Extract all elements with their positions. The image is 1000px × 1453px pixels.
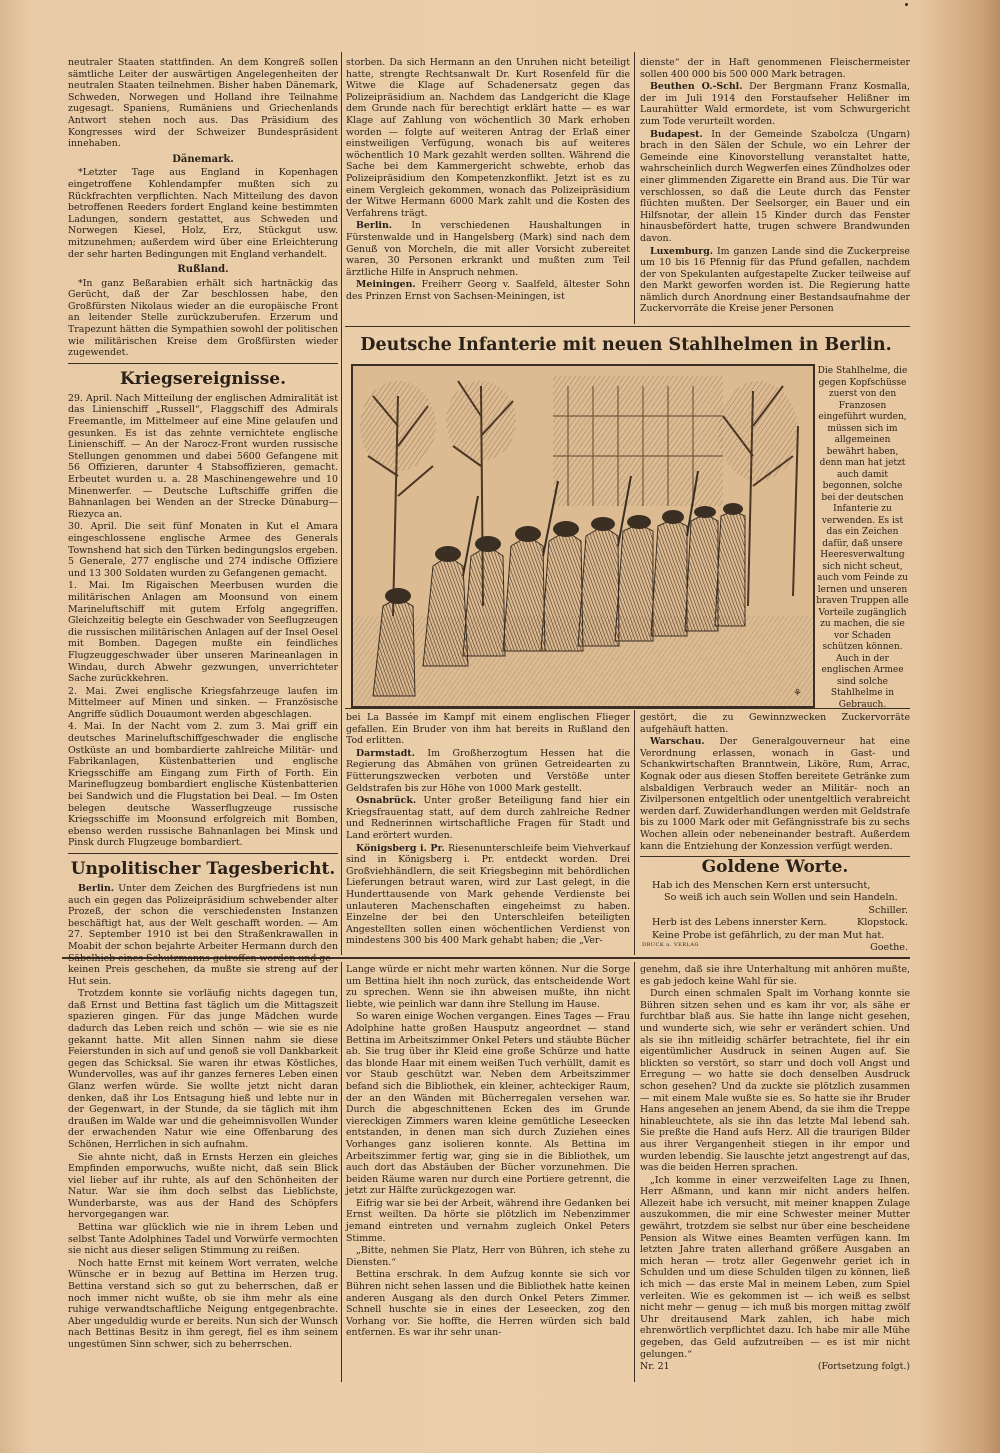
motto-line-1: Hab ich des Menschen Kern erst untersucht,: [652, 880, 871, 891]
motto-line-4: Keine Probe ist gefährlich, zu der man Mut hat.: [652, 929, 885, 941]
motto-author-klopstock: Klopstock.: [857, 917, 908, 929]
column-3-lower: [640, 712, 910, 862]
beuthen-paragraph: Der Bergmann Franz Kosmalla, der im Juli 1914 den Forstaufseher Helißner im Laurahütter Wald ermordete, ist vom Schwurgericht zum Tode verurteilt worden.: [640, 81, 910, 127]
story-column-3: [640, 964, 910, 1384]
story-c3-p3: „Ich komme in einer verzweifelten Lage zu Ihnen, Herr Aßmann, und kann mir nicht anders helfen. Allezeit habe ich versucht, mit meiner knappen Zulage auszukommen, die mir eine Schwester meiner Mutter gewährt, trotzdem sie selbst nur über eine bescheidene Pension als Witwe eines Beamten verfügen kann. Im letzten Jahre traten allerhand größere Ausgaben an mich heran — trotz aller Gegenwehr geriet ich in Schulden und um diese Schulden tilgen zu können, ließ ich mich — das erste Mal in meinem Leben, zum Spiel verleiten. Wie es gekommen ist — ich weiß es selbst nicht mehr — genug — ich muß bis morgen mittag zwölf Uhr dreitausend Mark zahlen, ich habe mich ehrenwörtlich verpflichtet dazu. Ich habe mir alle Mühe gegeben, das Geld aufzutreiben — es ist mir nicht gelungen.“: [640, 1174, 910, 1360]
congress-paragraph: neutraler Staaten stattfinden. An dem Kongreß sollen sämtliche Leiter der auswärtigen Angelegenheiten der neutralen Staaten teilnehmen. Bisher haben Dänemark, Schweden, Norwegen und Holland ihre Teilnahme zugesagt. Spaniens, Rumäniens und Griechenlands Antwort stehen noch aus. Das Präsidium des Kongresses wird der Schweizer Bundespräsident innehaben.: [68, 57, 338, 150]
luxemburg-paragraph: Im ganzen Lande sind die Zuckerpreise um 10 bis 16 Pfennig für das Pfund gefallen, nachdem der von Spekulanten aufgestapelte Zucker teilweise auf den Markt geworfen worden ist. Die Regierung hatte nämlich durch Anordnung einer Bestandsaufnahme der Zuckervorräte die Kreise jener Personen: [640, 245, 910, 315]
column-rule-2a: [634, 52, 635, 324]
krieg-2-mai: 2. Mai. Zwei englische Kriegsfahrzeuge laufen im Mittelmeer auf Minen und sinken. — Französische Angriffe südlich Douaumont werden abgeschlagen.: [68, 685, 338, 720]
motto-line-2: So weiß ich auch sein Wollen und sein Handeln.: [664, 892, 898, 904]
page-edge: [980, 0, 1000, 1453]
motto-author-schiller: Schiller.: [868, 904, 908, 916]
column-2-lower: [346, 712, 630, 956]
story-c3-p2: Durch einen schmalen Spalt im Vorhang konnte sie Bühren sitzen sehen und es kam ihr vor, als sähe er furchtbar blaß aus. Sie hatte ihn lange nicht gesehen, und wunderte sich, wie sehr er verändert schien. Und als sie ihn mitleidig schärfer betrachtete, fiel ihr ein eigentümlicher Ausdruck in seinen Augen auf. Sie blickten so verstört, so starr und doch voll Angst und Erregung — wo hatte sie doch denselben Ausdruck schon gesehen? Und da zuckte sie plötzlich zusammen — mit einem Male wußte sie es. So hatte sie ihr Bruder Hans angesehen an jenem Abend, da sie ihm die Treppe hinableuchtete, als sie ihn das letzte Mal lebend sah. Sie preßte die Hand aufs Herz. All die traurigen Bilder aus ihrer Vergangenheit stiegen in ihr empor und wurden lebendig. Sie lauschte jetzt angestrengt auf das, was die beiden Herren sprachen.: [640, 988, 910, 1174]
story-c1-p2: Trotzdem konnte sie vorläufig nichts dagegen tun, daß Ernst und Bettina fast täglich um die Mittagszeit spazieren gingen. Für das junge Mädchen wurde dadurch das Leben reich und schön — wie sie es nie gekannt hatte. Mit allen Sinnen nahm sie diese Feierstunden in sich auf und genoß sie voll Dankbarkeit gegen das Schicksal. Sie waren ihr etwas Köstliches, Wundervolles, was auf ihr ganzes ferneres Leben einen Glanz werfen würde. Sie wollte jetzt nicht daran denken, daß ihr Los Entsagung hieß und lebte nur in der Gegenwart, in der Stunde, da sie täglich mit ihm draußen im Walde war und die geheimnisvollen Wunder der erwachenden Natur wie eine Offenbarung des Schönen, Herrlichen in sich aufnahm.: [68, 988, 338, 1150]
rule-before-krieg: [68, 363, 338, 364]
heading-kriegsereignisse: Kriegsereignisse.: [119, 368, 287, 389]
place-beuthen: Beuthen O.-Schl.: [650, 81, 743, 93]
feature-headline: Deutsche Infanterie mit neuen Stahlhelmen in Berlin.: [360, 335, 892, 355]
krieg-4-mai: 4. Mai. In der Nacht vom 2. zum 3. Mai griff ein deutsches Marineluftschiffgeschwader die englische Ostküste an und bombardierte zahlreiche Militär- und Fabrikanlagen, Küstenbatterien und englische Kriegsschiffe am Eingang zum Firth of Forth. Ein Marineflugzeug bombardiert englische Küstenbatterien bei Sandwich und die Flugstation bei Deal. — Im Osten belegen deutsche Wasserflugzeuge russische Kriegsschiffe im Moonsund erfolgreich mit Bomben, ebenso werden russische Bahnanlagen bei Minsk und Pinsk durch Flugzeuge bombardiert.: [68, 721, 338, 849]
story-c2-p4: „Bitte, nehmen Sie Platz, Herr von Bühren, ich stehe zu Diensten.“: [346, 1245, 630, 1268]
place-berlin-2: Berlin.: [356, 220, 393, 232]
morcheln-paragraph: In verschiedenen Haushaltungen in Fürstenwalde und in Hangelsberg (Mark) sind nach dem Genuß von Morcheln, die mit aller Vorsicht zubereitet waren, 30 Personen erkrankt und mußten zum Teil ärztliche Hilfe in Anspruch nehmen.: [346, 220, 630, 278]
budapest-paragraph: In der Gemeinde Szabolcza (Ungarn) brach in den Sälen der Schule, wo ein Lehrer der Gemeinde eine Kinovorstellung veranstaltet hatte, wahrscheinlich durch Wegwerfen eines Zündholzes oder einer glimmenden Zigarette ein Brand aus. Die Tür war verschlossen, so daß die Leute durch das Fenster flüchten mußten. Der Seelsorger, ein Bauer und ein Hilfsnotar, der allein 15 Kinder durch das Fenster hinausbefördert hatte, trugen schwere Brandwunden davon.: [640, 128, 910, 244]
motto-row-goethe: [642, 942, 908, 954]
motto-row-klopstock: [642, 917, 908, 929]
place-darmstadt: Darmstadt.: [356, 747, 415, 759]
place-meiningen: Meiningen.: [356, 279, 416, 291]
illustration-caption: Die Stahlhelme, die gegen Kopfschüsse zuerst von den Franzosen eingeführt wurden, müssen sich im allgemeinen bewährt haben, denn man hat jetzt auch damit begonnen, solche bei der deutschen Infanterie zu verwenden. Es ist das ein Zeichen dafür, daß unsere Heeresverwaltung sich nicht scheut, auch vom Feinde zu lernen und unseren braven Truppen alle Vorteile zugänglich zu machen, die sie vor Schaden schützen können. Auch in der englischen Armee sind solche Stahlhelme in Gebrauch.: [816, 366, 909, 710]
motto-line-3: Herb ist des Lebens innerster Kern.: [652, 917, 827, 929]
story-column-2: [346, 964, 630, 1384]
column-1: [68, 57, 338, 964]
column-3-top: [640, 57, 910, 323]
krieg-1-mai: 1. Mai. Im Rigaischen Meerbusen wurden die militärischen Anlagen am Moonsund von einem Marineluftschiff mit gutem Erfolg angegriffen. Gleichzeitig belegte ein Geschwader von Seeflugzeugen die russischen militärischen Anlagen auf der Insel Oesel mit Bomben. Dagegen mußte ein feindliches Flugzeuggeschwader über unseren Marineanlagen in Windau, durch Abwehr gezwungen, unverrichteter Sache zurückkehren.: [68, 580, 338, 685]
svg-text:⚘: ⚘: [793, 688, 802, 699]
meiningen-paragraph: Freiherr Georg v. Saalfeld, ältester Sohn des Prinzen Ernst von Sachsen-Meiningen, ist: [346, 279, 631, 302]
story-c3-p1: genehm, daß sie ihre Unterhaltung mit anhören mußte, es gab jedoch keine Wahl für sie.: [640, 964, 910, 987]
hermann-paragraph: storben. Da sich Hermann an den Unruhen nicht beteiligt hatte, strengte Rechtsanwalt Dr. Kurt Rosenfeld für die Witwe die Klage auf Schadenersatz gegen das Polizeipräsidium an. Nachdem das Landgericht die Klage dem Grunde nach für berechtigt erklärt hatte — es war Klage auf Zahlung von wöchentlich 30 Mark erhoben worden — folgte auf weiteren Antrag der Erlaß einer einstweiligen Verfügung, wonach bis auf weiteres wöchentlich 10 Mark gezahlt werden sollten. Während die Sache bei dem Kammergericht schwebte, erhob das Polizeipräsidium den Kompetenzkonflikt. Jetzt ist es zu einem Vergleich gekommen, wonach das Polizeipräsidium der Witwe Hermann 6000 Mark zahlt und die Kosten des Verfahrens trägt.: [346, 57, 630, 219]
story-c1-p1: keinen Preis geschehen, da mußte sie streng auf der Hut sein.: [68, 964, 338, 987]
fleischer-paragraph: dienste“ der in Haft genommenen Fleischermeister sollen 400 000 bis 500 000 Mark betragen.: [640, 57, 910, 80]
russland-paragraph: *In ganz Beßarabien erhält sich hartnäckig das Gerücht, daß der Zar beschlossen habe, den Großfürsten Nikolaus wieder an die europäische Front an leitender Stelle zurückzuberufen. Erzerum und Trapezunt hätten die Sympathien sowohl der politischen wie militärischen Kreise dem Großfürsten wieder zugewendet.: [68, 277, 338, 359]
place-osnabrueck: Osnabrück.: [356, 795, 417, 807]
story-c2-p3: Eifrig war sie bei der Arbeit, während ihre Gedanken bei Ernst weilten. Da hörte sie plötzlich im Nebenzimmer jemand eintreten und vernahm zugleich Onkel Peters Stimme.: [346, 1197, 630, 1244]
continuation-note: (Fortsetzung folgt.): [817, 1361, 910, 1373]
column-2-top: [346, 57, 630, 323]
heading-goldene-worte: Goldene Worte.: [701, 857, 849, 877]
place-budapest: Budapest.: [650, 128, 703, 140]
heading-daenemark: Dänemark.: [172, 153, 234, 165]
heading-unpolitischer-tagesbericht: Unpolitischer Tagesbericht.: [70, 859, 336, 879]
place-luxemburg: Luxemburg.: [650, 245, 714, 257]
infantry-drawing: [353, 366, 813, 706]
koenigsberg-paragraph: Riesenunterschleife beim Viehverkauf sind in Königsberg i. Pr. entdeckt worden. Drei Großviehhändlern, die seit Kriegsbeginn mit behördlichen Lieferungen betraut waren, wird zur Last gelegt, in die Hunderttausende von Mark gehende Verdienste bei unlauteren Machenschaften eingeheimst zu haben. Einzelne der bei den Unterschleifen beteiligten Angestellten sollen einen wöchentlichen Verdienst von mindestens 300 bis 400 Mark gehabt haben; die „Ver-: [346, 842, 630, 947]
goldene-worte-box: [642, 880, 908, 954]
zucker-paragraph: gestört, die zu Gewinnzwecken Zuckervorräte aufgehäuft hatten.: [640, 712, 910, 735]
story-c1-p4: Bettina war glücklich wie nie in ihrem Leben und selbst Tante Adolphines Tadel und Vorwürfe vermochten sie nicht aus dieser seligen Stimmung zu reißen.: [68, 1222, 338, 1257]
labassee-paragraph: bei La Bassée im Kampf mit einem englischen Flieger gefallen. Ein Bruder von ihm hat bereits in Rußland den Tod erlitten.: [346, 712, 630, 747]
issue-number: Nr. 21: [640, 1361, 670, 1373]
place-warschau: Warschau.: [650, 736, 705, 748]
osnabrueck-paragraph: Unter großer Beteiligung fand hier ein Kriegsfrauentag statt, auf dem durch zahlreiche Redner und Rednerinnen wirtschaftliche Fragen für Stadt und Land erörtert wurden.: [346, 795, 630, 841]
story-column-1: [68, 964, 338, 1384]
story-c1-p5: Noch hatte Ernst mit keinem Wort verraten, welche Wünsche er in bezug auf Bettina im Herzen trug. Bettina verstand sich so gut zu beherrschen, daß er noch immer nicht wußte, ob sie ihm mehr als eine ruhige verwandtschaftliche Neigung entgegenbrachte. Aber ungeduldig wurde er bereits. Nun sich der Wunsch nach Bettinas Besitz in ihm geregt, fiel es ihm seinem ungestümen Sinn schwer, sich zu beherrschen.: [68, 1257, 338, 1350]
warschau-paragraph: Der Generalgouverneur hat eine Verordnung erlassen, wonach in Gast- und Schankwirtschaften Branntwein, Liköre, Rum, Arrac, Kognak oder aus diesen Stoffen bereitete Getränke zum alsbaldigen Verbrauch weder an Militär- noch an Zivilpersonen entgeltlich oder unentgeltlich verabreicht werden darf. Zuwiderhandlungen werden mit Geldstrafe bis zu 1000 Mark oder mit Gefängnisstrafe bis zu sechs Wochen allein oder nebeneinander bestraft. Außerdem kann die Entziehung der Konzession verfügt werden.: [640, 736, 910, 852]
print-speck: [905, 3, 908, 6]
printer-credit: DRUCK u. VERLAG: [642, 942, 699, 949]
motto-author-goethe: Goethe.: [870, 942, 908, 954]
berlin-paragraph: Unter dem Zeichen des Burgfriedens ist nun auch ein gegen das Polizeipräsidium schwebender alter Prozeß, der schon die verschiedensten Instanzen beschäftigt hat, aus der Welt geschafft worden. — Am 27. September 1910 ist bei den Straßenkrawallen in Moabit der schon bejahrte Arbeiter Hermann durch den Säbelhieb eines Schutzmanns getroffen worden und ge-: [68, 883, 338, 964]
place-berlin: Berlin.: [78, 883, 115, 894]
place-koenigsberg: Königsberg i. Pr.: [356, 842, 445, 854]
krieg-30-april: 30. April. Die seit fünf Monaten in Kut el Amara eingeschlossene englische Armee des Generals Townshend hat sich den Türken bedingungslos ergeben. 5 Generale, 277 englische und 274 indische Offiziere und 13 300 Soldaten wurden zu Gefangenen gemacht.: [68, 521, 338, 579]
story-c2-p1: Lange würde er nicht mehr warten können. Nur die Sorge um Bettina hielt ihn noch zurück, das entscheidende Wort zu sprechen. Wenn sie ihn abweisen mußte, ihn nicht liebte, wie peinlich war dann ihre Stellung im Hause.: [346, 964, 630, 1010]
story-rule-1: [341, 962, 342, 1382]
darmstadt-paragraph: Im Großherzogtum Hessen hat die Regierung das Abmähen von grünen Getreidearten zu Fütterungszwecken verboten und Verstöße unter Geldstrafen bis zur Höhe von 1000 Mark gestellt.: [346, 747, 630, 794]
story-footer: [640, 1361, 910, 1373]
feature-top-rule: [345, 326, 910, 327]
daenemark-paragraph: *Letzter Tage aus England in Kopenhagen eingetroffene Kohlendampfer mußten sich zu Rückfrachten verpflichten. Nach Mitteilung des davon betroffenen Reeders fordert England keine bestimmten Ladungen, sondern gestattet, aus Schweden und Norwegen Kiesel, Holz, Erz, Stückgut usw. mitzunehmen; außerdem wird über eine Erleichterung der sehr harten Bedingungen mit England verhandelt.: [68, 167, 338, 260]
column-rule-2b: [634, 710, 635, 955]
infantry-illustration: [351, 364, 815, 708]
krieg-29-april: 29. April. Nach Mitteilung der englischen Admiralität ist das Linienschiff „Russell“, Flaggschiff des Admirals Freemantle, im Mittelmeer auf eine Mine gelaufen und gesunken. Es ist das zehnte vernichtete englische Linienschiff. — An der Narocz-Front wurden russische Stellungen genommen und dabei 5600 Gefangene mit 56 Offizieren, darunter 4 Stabsoffizieren, gemacht. Erbeutet wurden u. a. 28 Maschinengewehre und 10 Minenwerfer. — Deutsche Luftschiffe griffen die Bahnanlagen bei Wenden an der Strecke Dünaburg—Riezyca an.: [68, 392, 338, 520]
story-c2-p5: Bettina erschrak. In dem Aufzug konnte sie sich vor Bühren nicht sehen lassen und die Bibliothek hatte keinen anderen Ausgang als den durch Onkel Peters Zimmer. Schnell huschte sie in eines der Leseecken, zog den Vorhang vor. Sie hoffte, die Herren würden sich bald entfernen. Es war ihr sehr unan-: [346, 1269, 630, 1339]
rule-before-unpol: [68, 853, 338, 854]
story-rule-2: [634, 962, 635, 1382]
story-c2-p2: So waren einige Wochen vergangen. Eines Tages — Frau Adolphine hatte großen Hausputz angeordnet — stand Bettina im Arbeitszimmer Onkel Peters und stäubte Bücher ab. Sie trug über ihr Kleid eine große Schürze und hatte das blonde Haar mit einem weißen Tuch verhüllt, damit es vor Staub geschützt war. Neben dem Arbeitszimmer befand sich die Bibliothek, ein kleiner, achteckiger Raum, der an den Wänden mit Bücherregalen versehen war. Durch die abgeschnittenen Ecken des im Grunde viereckigen Zimmers waren kleine gemütliche Leseecken entstanden, in denen man sich durch Zuziehen eines Vorhanges ganz isolieren konnte. Als Bettina im Arbeitszimmer fertig war, ging sie in die Bibliothek, um auch dort das Abstäuben der Bücher vorzunehmen. Die beiden Räume waren nur durch eine Portiere getrennt, die jetzt zur Hälfte zurückgezogen war.: [346, 1011, 630, 1197]
story-c1-p3: Sie ahnte nicht, daß in Ernsts Herzen ein gleiches Empfinden emporwuchs, wußte nicht, daß sein Blick viel lieber auf ihr ruhte, als auf den Schönheiten der Natur. War sie ihm doch selbst das Lieblichste, Wunderbarste, was aus der Hand des Schöpfers hervorgegangen war.: [68, 1151, 338, 1221]
heading-russland: Rußland.: [177, 264, 229, 276]
column-rule-1: [341, 52, 342, 955]
